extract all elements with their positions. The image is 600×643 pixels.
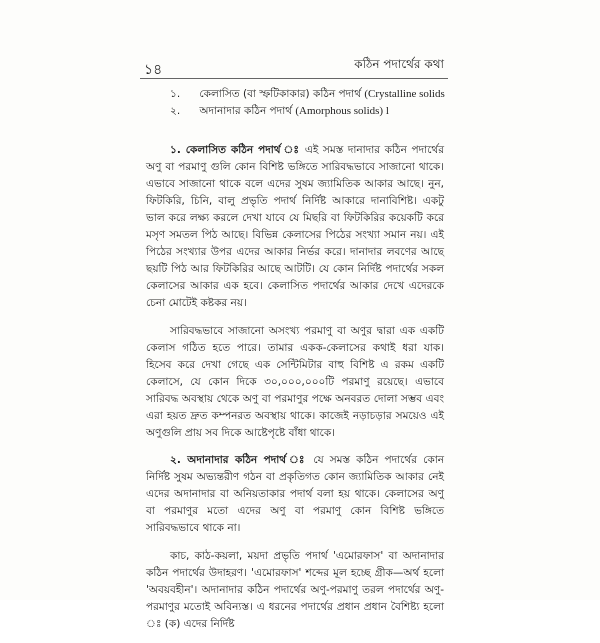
paragraph-crystalline: [146, 142, 444, 312]
paragraph-lead: ২. অদানাদার কঠিন পদার্থ ঃ: [170, 454, 308, 466]
list-text: অদানাদার কঠিন পদার্থ: [199, 105, 293, 117]
list-number: ১.: [170, 88, 181, 100]
list-item-amorphous: [146, 103, 444, 120]
paragraph-lead: ১. কেলাসিত কঠিন পদার্থ ঃ: [170, 144, 301, 156]
page-body: [146, 86, 444, 643]
paragraph-amorphous: [146, 452, 444, 537]
list-item-crystalline: [146, 86, 444, 103]
paragraph-text: যে সমস্ত কঠিন পদার্থের কোন নির্দিষ্ট সুষম অভ্যন্তরীণ গঠন বা প্রকৃতিগত কোন জ্যামিতিক আকার নেই এদের অদানাদার বা অনিয়তাকার পদার্থ বলা হয় থাকে। কেলাসের অণু বা পরমাণুর মতো এদের অণু বা পরমাণু কোন বিশিষ্ট ভঙ্গিতে সারিবদ্ধভাবে থাকে না।: [146, 454, 445, 534]
list-number: ২.: [170, 105, 181, 117]
paragraph-text: সারিবদ্ধভাবে সাজানো অসংখ্য পরমাণু বা অণুর দ্বারা এক একটি কেলাস গঠিত হতে পারে। তামার একক-কেলাসের কথাই ধরা যাক। হিসেব করে দেখা গেছে এক সেন্টিমিটার বাহু বিশিষ্ট এ রকম একটি কেলাসে, যে কোন দিকে ৩০,০০০,০০০টি পরমাণু রয়েছে। এভাবে সারিবদ্ধ অবস্থায় থেকে অণু বা পরমাণুর পক্ষে অনবরত দোলা সম্ভব এবং এরা হয়ত দ্রুত কম্পনরত অবস্থায় থাকে। কাজেই নড়াচড়ার সময়েও এই অণুগুলি প্রায় সব দিকে আষ্টেপৃষ্টে বাঁধা থাকে।: [146, 324, 444, 439]
running-title: কঠিন পদার্থের কথা: [354, 57, 444, 71]
paragraph-text: কাচ, কাঠ-কয়লা, ময়দা প্রভৃতি পদার্থ 'এমোরফাস' বা অদানাদার কঠিন পদার্থের উদাহরণ। 'এমোরফাস' শব্দের মূল হচ্ছে গ্রীক—অর্থ হলো 'অবয়বহীন'। অদানাদার কঠিন পদার্থের অণু-পরমাণু তরল পদার্থের অণু-পরমাণুর মতোই অবিন্যস্ত। এ ধরনের পদার্থের প্রধান প্রধান বৈশিষ্ট্য হলো ঃ (ক) এদের নির্দিষ্ট: [146, 549, 444, 630]
page-number: ১৪: [144, 62, 163, 78]
list-latin: (Amorphous solids) l: [295, 105, 389, 117]
list-text: কেলাসিত (বা স্ফটিকাকার) কঠিন পদার্থ: [199, 88, 362, 100]
list-latin: (Crystalline solids: [364, 88, 445, 100]
paragraph-text: এই সমস্ত দানাদার কঠিন পদার্থের অণু বা পরমাণু গুলি কোন বিশিষ্ট ভঙ্গিতে সারিবদ্ধভাবে সাজানো থাকে। এভাবে সাজানো থাকে বলে এদের সুষম জ্যামিতিক আকার আছে। নুন, ফিটকিরি, চিনি, বালু প্রভৃতি পদার্থ নির্দিষ্ট আকারে দানাবিশিষ্ট। একটু ভাল করে লক্ষ্য করলে দেখা যাবে যে মিছরি বা ফিটকিরির কয়েকটি করে মসৃণ সমতল পিঠ আছে। বিভিন্ন কেলাসের পিঠের সংখ্যা সমান নয়। এই পিঠের সংখ্যার উপর এদের আকার নির্ভর করে। দানাদার লবণের আছে ছয়টি পিঠ আর ফিটকিরির আছে আটটি। যে কোন নির্দিষ্ট পদার্থের সকল কেলাসের আকার এক হবে। কেলাসিত পদার্থের আকার দেখে এদেরকে চেনা মোটেই কষ্টকর নয়।: [146, 144, 445, 309]
paragraph-examples: [146, 548, 444, 633]
paragraph-lattice: [146, 323, 444, 442]
header-rule: [140, 78, 448, 79]
